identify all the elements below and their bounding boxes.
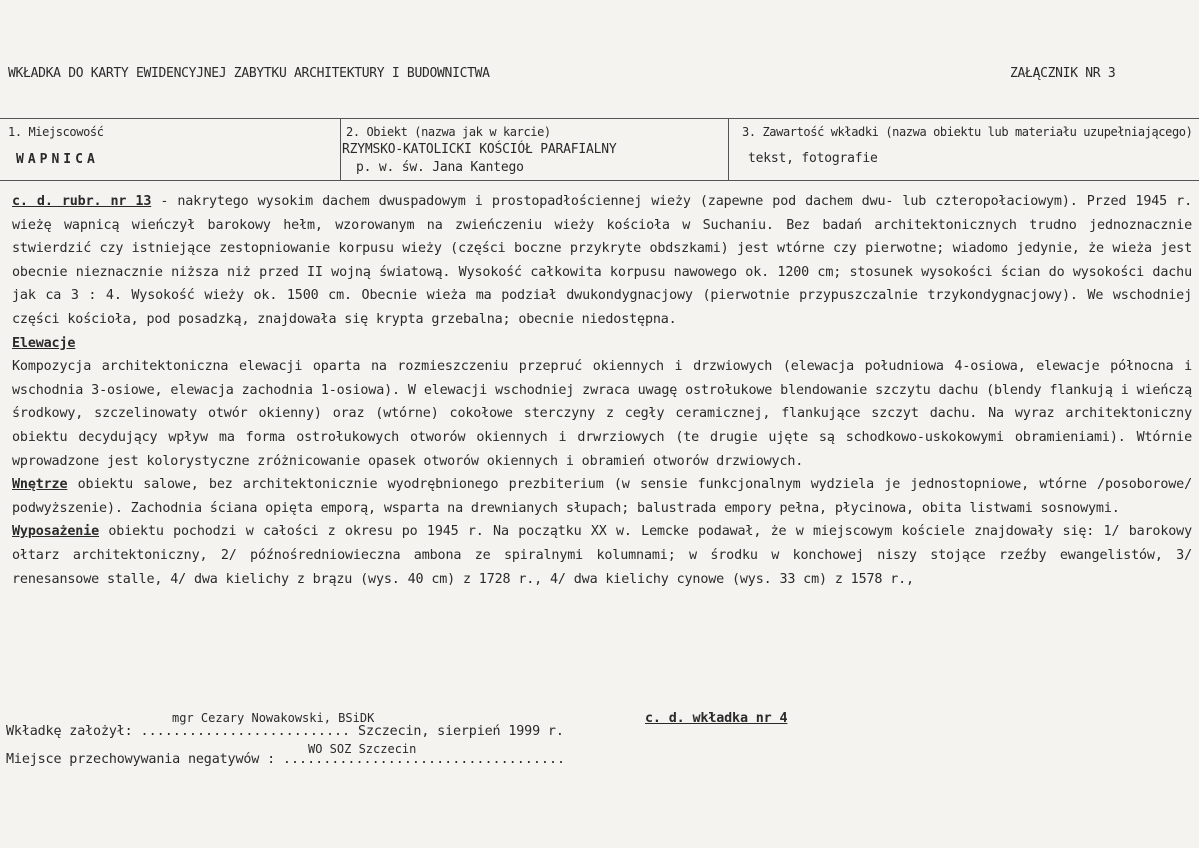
column-divider-1 xyxy=(340,118,341,180)
equipment-heading: Wyposażenie xyxy=(12,524,100,540)
intro-text: - nakrytego wysokim dachem dwuspadowym i prostopadłościennej wieży (zapewne pod dachem dwu- lub czteropołaciowym). Przed 1945 r. wieżę wapnicą wieńczył barokowy hełm, wzorowanym na zwieńczeniu wieży kościoła w Suchaniu. Bez badań architektonicznych trudno jednoznacznie stwierdzić czy istniejące zestopniowanie korpusu wieży (części boczne przykryte obdszkami) jest wtórne czy pierwotne; wiadomo jedynie, że wieża jest obecnie nieznacznie niższa niż przed II wojną światową. Wysokość całkowita korpusu nawowego ok. 1200 cm; stosunek wysokości ścian do wysokości dachu jak ca 3 : 4. Wysokość wieży ok. 1500 cm. Obecnie wieża ma podział dwukondygnacjowy (pierwotnie przypuszczalnie trzykondygnacjowy). We wschodniej części kościoła, pod posadzką, znajdowała się krypta grzebalna; obecnie niedostępna. xyxy=(12,194,1192,327)
locality-label: 1. Miejscowość xyxy=(8,125,104,139)
object-label: 2. Obiekt (nazwa jak w karcie) xyxy=(346,125,551,139)
rubric-reference: c. d. rubr. nr 13 xyxy=(12,194,152,209)
locality-value: WAPNICA xyxy=(16,152,99,167)
storage-value: WO SOZ Szczecin xyxy=(308,742,417,756)
elevations-paragraph: Kompozycja architektoniczna elewacji oparta na rozmieszczeniu przepruć okiennych i drzwiowych (elewacja południowa 4-osiowa, elewacje północna i wschodnia 3-osiowe, elewacja zachodnia 1-osiowa). W elewacji wschodniej zwraca uwagę ostrołukowe blendowanie szczytu dachu (blendy flankują i wieńczą środkowy, szczelinowaty otwór okienny) oraz (wtórne) cokołowe sterczyny z cegły ceramicznej, flankujące szczyt dachu. Na wyraz architektoniczny obiektu decydujący wpływ ma forma ostrołukowych otworów okiennych i drwrziowych (te drugie ujęte są schodkowo-uskokowymi obramieniami). Wtórnie wprowadzone jest kolorystyczne zróżnicowanie opasek otworów okiennych i obramień otworów drzwiowych. xyxy=(12,359,1192,469)
equipment-paragraph xyxy=(12,520,1192,591)
author-rest: Szczecin, sierpień 1999 r. xyxy=(350,724,564,739)
author-dots: .......................... xyxy=(140,724,351,739)
storage-line xyxy=(6,752,565,767)
interior-text: obiektu salowe, bez architektonicznie wyodrębnionego prezbiterium (w sensie funkcjonalnym wydziela je jednostopniowe, wtórne /posoborowe/ podwyższenie). Zachodnia ściana opięta emporą, wsparta na drewnianych słupach; balustrada empory pełna, płycinowa, obita listwami sosnowymi. xyxy=(12,477,1192,516)
column-divider-2 xyxy=(728,118,729,180)
elevations-heading-paragraph xyxy=(12,332,1192,356)
object-value-line2: p. w. św. Jana Kantego xyxy=(356,160,524,175)
author-label: Wkładkę założył: xyxy=(6,724,141,739)
form-title: WKŁADKA DO KARTY EWIDENCYJNEJ ZABYTKU ARCHITEKTURY I BUDOWNICTWA xyxy=(8,66,490,81)
annex-number: ZAŁĄCZNIK NR 3 xyxy=(1010,66,1116,81)
table-bottom-rule xyxy=(0,180,1199,181)
author-line xyxy=(6,724,564,739)
intro-paragraph xyxy=(12,190,1192,332)
elevations-heading: Elewacje xyxy=(12,335,76,351)
table-top-rule xyxy=(0,118,1199,119)
storage-dots: ................................... xyxy=(282,752,566,767)
interior-paragraph xyxy=(12,473,1192,520)
document-body xyxy=(12,190,1192,591)
author-value: mgr Cezary Nowakowski, BSiDK xyxy=(172,711,375,725)
equipment-text: obiektu pochodzi w całości z okresu po 1945 r. Na początku XX w. Lemcke podawał, że w miejscowym kościele znajdowały się: 1/ barokowy ołtarz architektoniczny, 2/ późnośredniowieczna ambona ze spiralnymi kolumnami; w środku w konchowej niszy stojące rzeźby ewangelistów, 3/ renesansowe stalle, 4/ dwa kielichy z brązu (wys. 40 cm) z 1728 r., 4/ dwa kielichy cynowe (wys. 33 cm) z 1578 r., xyxy=(12,524,1192,587)
object-value-line1: RZYMSKO-KATOLICKI KOŚCIÓŁ PARAFIALNY xyxy=(342,142,617,157)
storage-label: Miejsce przechowywania negatywów : xyxy=(6,752,283,767)
contents-value: tekst, fotografie xyxy=(748,151,878,166)
continued-reference: c. d. wkładka nr 4 xyxy=(645,711,788,726)
interior-heading: Wnętrze xyxy=(12,477,68,493)
contents-label: 3. Zawartość wkładki (nazwa obiektu lub materiału uzupełniającego) xyxy=(742,125,1193,139)
